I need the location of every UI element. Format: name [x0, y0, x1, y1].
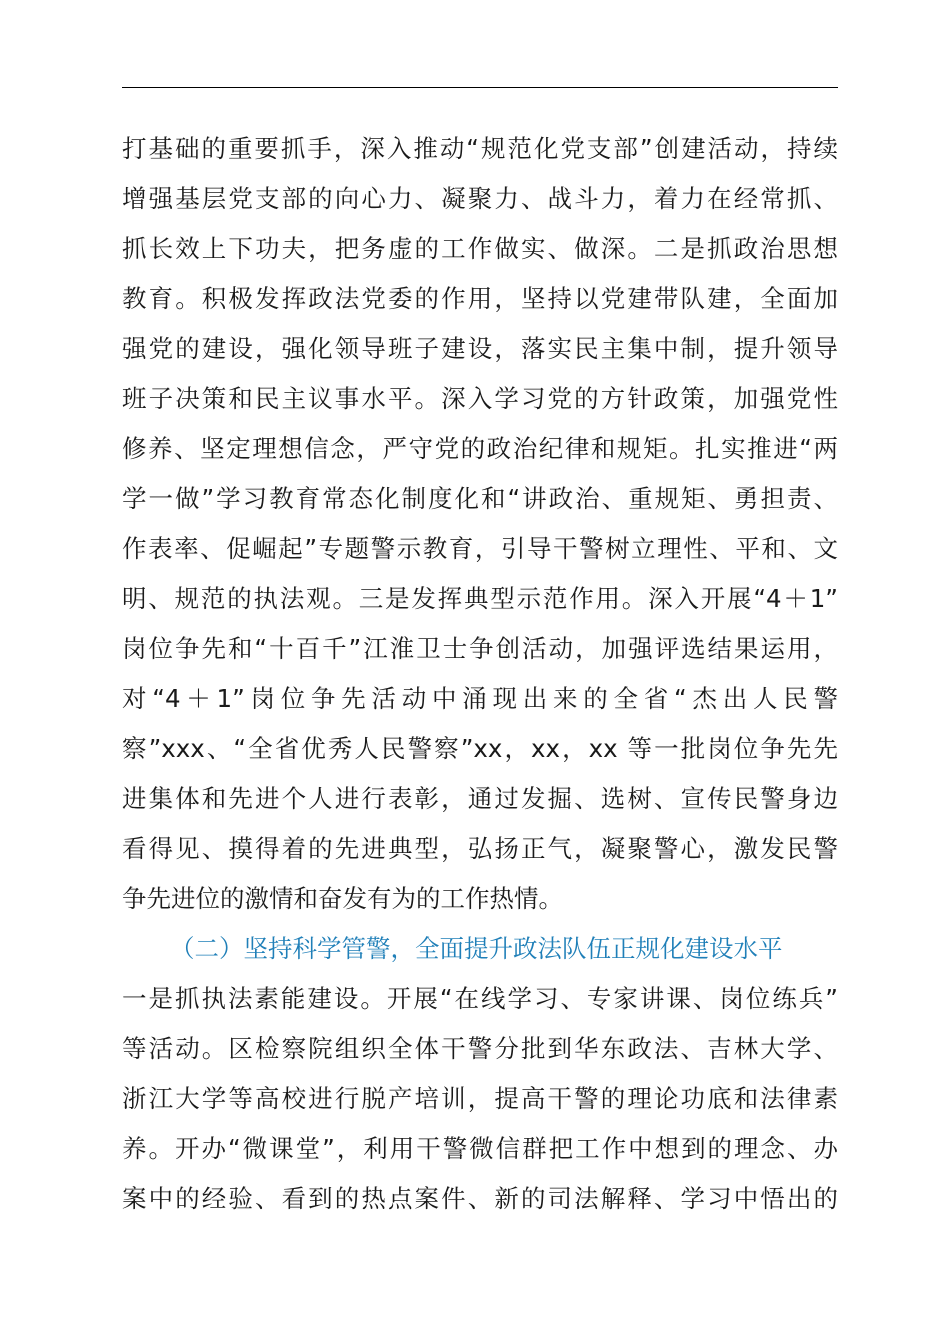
text-line: 教育。积极发挥政法党委的作用，坚持以党建带队建，全面加: [122, 284, 838, 313]
text-line: 察”xxx、“全省优秀人民警察”xx，xx，xx 等一批岗位争先先: [122, 734, 838, 763]
text-line: 进集体和先进个人进行表彰，通过发掘、选树、宣传民警身边: [122, 784, 838, 813]
text-line: 修养、坚定理想信念，严守党的政治纪律和规矩。扎实推进“两: [122, 434, 838, 463]
text-line: 对“4＋1”岗位争先活动中涌现出来的全省“杰出人民警: [122, 684, 838, 713]
text-line: 养。开办“微课堂”，利用干警微信群把工作中想到的理念、办: [122, 1134, 838, 1163]
section-heading: （二）坚持科学管警，全面提升政法队伍正规化建设水平: [170, 934, 783, 963]
text-line: 看得见、摸得着的先进典型，弘扬正气，凝聚警心，激发民警: [122, 834, 838, 863]
header-rule: [122, 87, 838, 88]
text-line: 班子决策和民主议事水平。深入学习党的方针政策，加强党性: [122, 384, 838, 413]
text-line: 一是抓执法素能建设。开展“在线学习、专家讲课、岗位练兵”: [122, 984, 838, 1013]
text-line: 浙江大学等高校进行脱产培训，提高干警的理论功底和法律素: [122, 1084, 838, 1113]
text-line: 争先进位的激情和奋发有为的工作热情。: [122, 884, 563, 913]
text-line: 岗位争先和“十百千”江淮卫士争创活动，加强评选结果运用，: [122, 634, 838, 663]
text-line: 等活动。区检察院组织全体干警分批到华东政法、吉林大学、: [122, 1034, 838, 1063]
text-line: 抓长效上下功夫，把务虚的工作做实、做深。二是抓政治思想: [122, 234, 838, 263]
text-line: 作表率、促崛起”专题警示教育，引导干警树立理性、平和、文: [122, 534, 838, 563]
text-line: 强党的建设，强化领导班子建设，落实民主集中制，提升领导: [122, 334, 838, 363]
text-line: 打基础的重要抓手，深入推动“规范化党支部”创建活动，持续: [122, 134, 838, 163]
text-line: 案中的经验、看到的热点案件、新的司法解释、学习中悟出的: [122, 1184, 838, 1213]
text-line: 增强基层党支部的向心力、凝聚力、战斗力，着力在经常抓、: [122, 184, 838, 213]
text-line: 学一做”学习教育常态化制度化和“讲政治、重规矩、勇担责、: [122, 484, 838, 513]
text-line: 明、规范的执法观。三是发挥典型示范作用。深入开展“4＋1”: [122, 584, 838, 613]
